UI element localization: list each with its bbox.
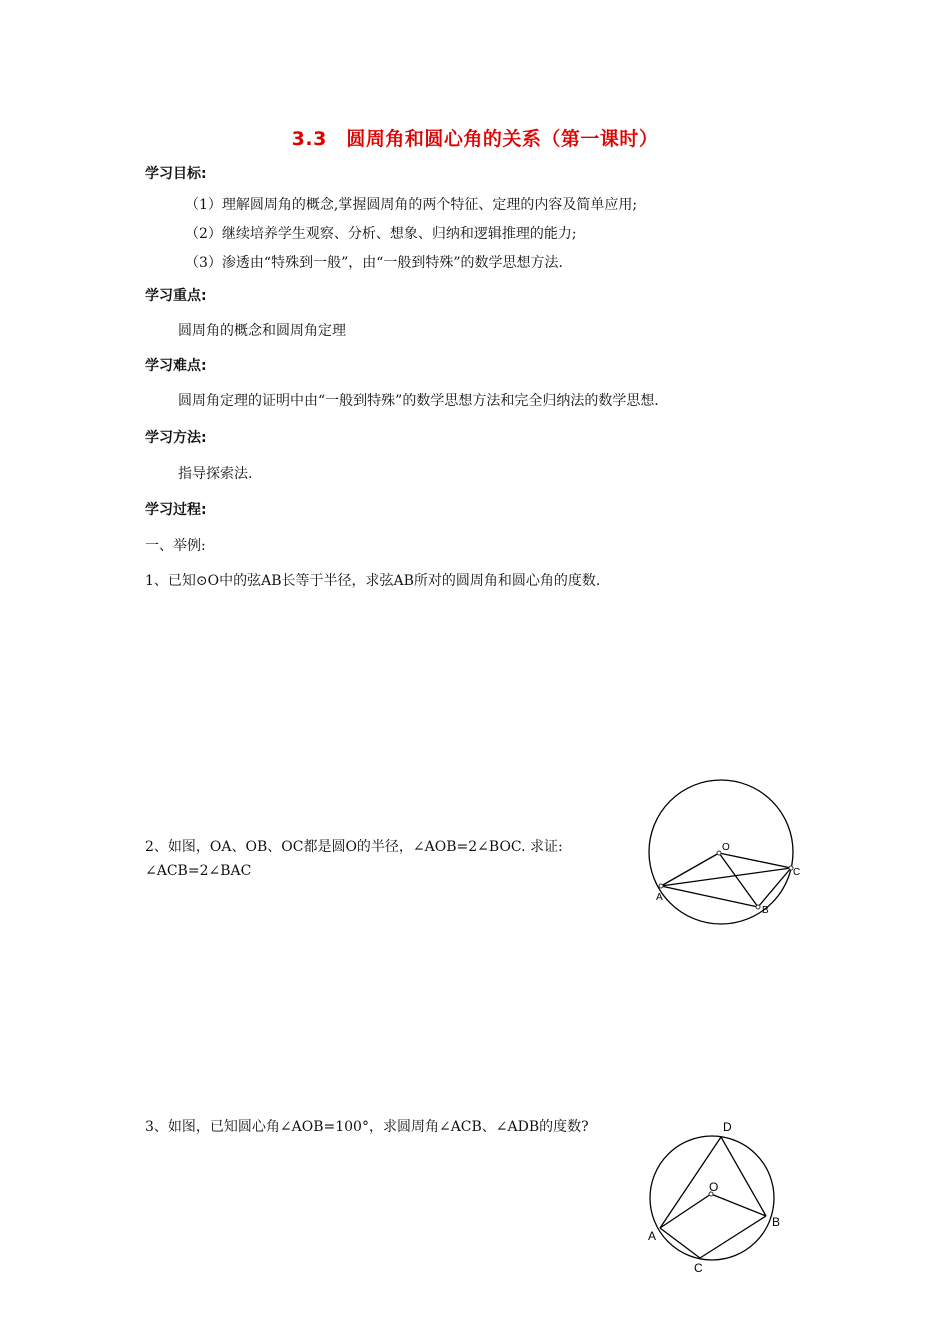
page-title: 3.3 圆周角和圆心角的关系（第一课时） bbox=[291, 128, 659, 150]
figure-2-label-O: O bbox=[709, 1180, 719, 1194]
objectives-heading: 学习目标: bbox=[145, 166, 207, 182]
problem-2-line-2: ∠ACB=2∠BAC bbox=[145, 863, 252, 879]
process-heading: 学习过程: bbox=[145, 502, 207, 518]
problem-1: 1、已知⊙O中的弦AB长等于半径，求弦AB所对的圆周角和圆心角的度数. bbox=[145, 573, 601, 589]
key-points-heading: 学习重点: bbox=[145, 288, 207, 304]
figure-1-label-B: B bbox=[762, 905, 769, 916]
figure-2-label-D: D bbox=[723, 1120, 732, 1134]
method-heading: 学习方法: bbox=[145, 430, 207, 446]
figure-2-label-B: B bbox=[772, 1215, 781, 1229]
problem-3: 3、如图，已知圆心角∠AOB=100°，求圆周角∠ACB、∠ADB的度数? bbox=[145, 1119, 589, 1135]
figure-1-label-C: C bbox=[793, 867, 801, 878]
figure-2-label-C: C bbox=[694, 1261, 703, 1275]
objective-item-2: （2）继续培养学生观察、分析、想象、归纳和逻辑推理的能力; bbox=[185, 226, 577, 242]
section-1-label: 一、举例: bbox=[145, 538, 206, 554]
figure-1-label-A: A bbox=[656, 892, 663, 903]
method-text: 指导探索法. bbox=[178, 466, 253, 482]
figure-1-label-O: O bbox=[722, 842, 730, 853]
objective-item-3: （3）渗透由“特殊到一般”，由“一般到特殊”的数学思想方法. bbox=[185, 255, 563, 271]
difficulties-text: 圆周角定理的证明中由“一般到特殊”的数学思想方法和完全归纳法的数学思想. bbox=[178, 393, 659, 409]
difficulties-heading: 学习难点: bbox=[145, 358, 207, 374]
key-points-text: 圆周角的概念和圆周角定理 bbox=[178, 323, 346, 339]
problem-2-line-1: 2、如图，OA、OB、OC都是圆O的半径，∠AOB=2∠BOC. 求证: bbox=[145, 839, 563, 855]
objective-item-1: （1）理解圆周角的概念,掌握圆周角的两个特征、定理的内容及简单应用; bbox=[185, 197, 638, 213]
figure-2-label-A: A bbox=[648, 1229, 657, 1243]
